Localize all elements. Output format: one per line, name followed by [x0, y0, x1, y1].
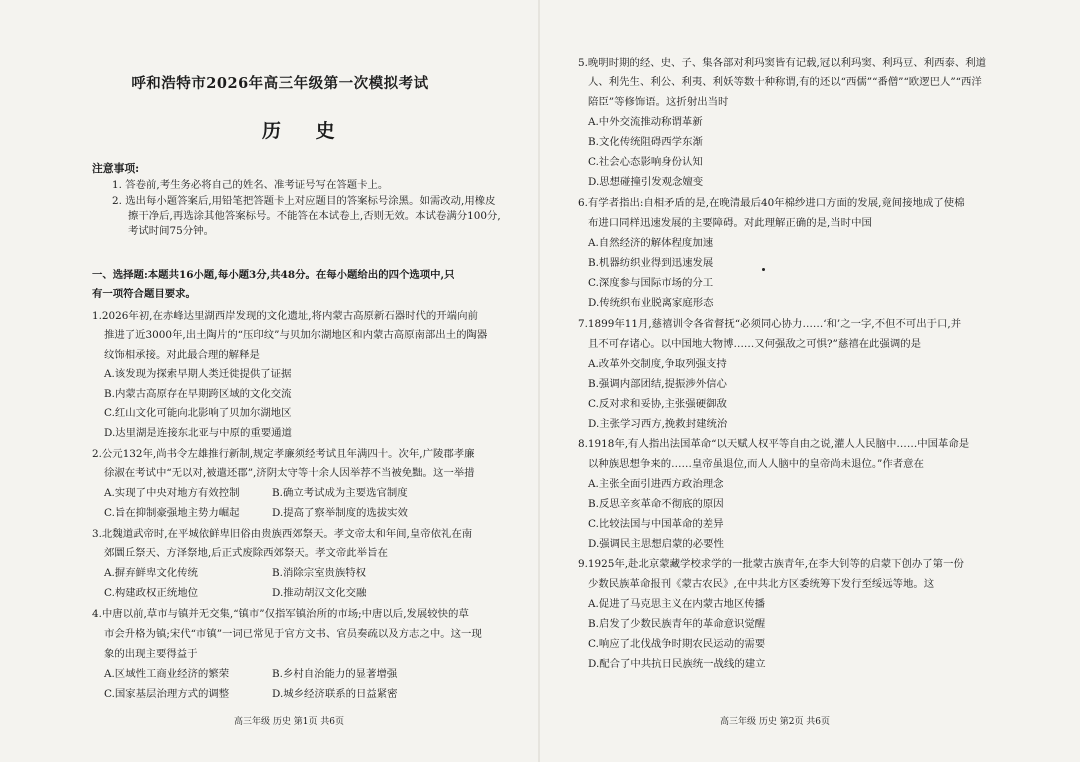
question-4-option-b: B.乡村自治能力的显著增强	[272, 668, 398, 680]
question-7-text: 且不可存诸心。以中国地大物博……又何强敌之可惧?”慈禧在此强调的是	[588, 338, 921, 350]
question-2-option-b: B.确立考试成为主要选官制度	[272, 487, 408, 499]
question-7-option-a: A.改革外交制度,争取列强支持	[588, 358, 727, 370]
question-5-text: 陪臣”等修饰语。这折射出当时	[588, 96, 729, 108]
question-9-option-b: B.启发了少数民族青年的革命意识觉醒	[588, 618, 766, 630]
question-5-option-d: D.思想碰撞引发观念嬗变	[588, 176, 704, 188]
section-heading: 一、选择题:本题共16小题,每小题3分,共48分。在每小题给出的四个选项中,只	[92, 269, 455, 281]
question-5-option-c: C.社会心态影响身份认知	[588, 156, 703, 168]
question-9-option-c: C.响应了北伐战争时期农民运动的需要	[588, 638, 766, 650]
exam-page-2	[540, 0, 1080, 762]
question-8-option-b: B.反思辛亥革命不彻底的原因	[588, 498, 724, 510]
question-9-option-a: A.促进了马克思主义在内蒙古地区传播	[588, 598, 766, 610]
notice-line: 擦干净后,再选涂其他答案标号。不能答在本试卷上,否则无效。本试卷满分100分,	[128, 210, 501, 222]
question-3-text: 郊圜丘祭天、方泽祭地,后正式废除西郊祭天。孝文帝此举旨在	[104, 547, 388, 559]
question-2-text: 徐淑在考试中“无以对,被遣还郡”,济阴太守等十余人因举荐不当被免黜。这一举措	[104, 467, 475, 479]
question-1-text: 纹饰相承接。对此最合理的解释是	[104, 349, 260, 361]
question-9-text: 9.1925年,赴北京蒙藏学校求学的一批蒙古族青年,在李大钊等的启蒙下创办了第一份	[578, 558, 964, 570]
page-footer: 高三年级 历史 第2页 共6页	[720, 717, 831, 727]
question-3-option-c: C.构建政权正统地位	[104, 587, 199, 599]
question-1-option-c: C.红山文化可能向北影响了贝加尔湖地区	[104, 407, 292, 419]
notice-line: 2. 选出每小题答案后,用铅笔把答题卡上对应题目的答案标号涂黑。如需改动,用橡皮	[112, 195, 496, 207]
subject-title: 历 史	[262, 120, 349, 142]
section-heading: 有一项符合题目要求。	[92, 288, 196, 300]
question-9-text: 少数民族革命报刊《蒙古农民》,在中共北方区委统筹下发行至绥远等地。这	[588, 578, 935, 590]
question-1-option-d: D.达里湖是连接东北亚与中原的重要通道	[104, 427, 292, 439]
question-1-text: 推进了近3000年,出土陶片的“压印纹”与贝加尔湖地区和内蒙古高原南部出土的陶器	[104, 329, 488, 341]
question-7-option-d: D.主张学习西方,挽救封建统治	[588, 418, 728, 430]
question-7-option-c: C.反对求和妥协,主张强硬御敌	[588, 398, 727, 410]
question-4-text: 象的出现主要得益于	[104, 648, 198, 660]
question-7-option-b: B.强调内部团结,提振涉外信心	[588, 378, 727, 390]
question-1-option-a: A.该发现为探索早期人类迁徙提供了证据	[104, 368, 292, 380]
question-2-option-c: C.旨在抑制豪强地主势力崛起	[104, 507, 240, 519]
question-6-text: 布进口同样迅速发展的主要障碍。对此理解正确的是,当时中国	[588, 217, 872, 229]
question-2-text: 2.公元132年,尚书令左雄推行新制,规定孝廉须经考试且年满四十。次年,广陵郡孝廉	[92, 448, 475, 460]
question-4-option-d: D.城乡经济联系的日益紧密	[272, 688, 398, 700]
question-1-text: 1.2026年初,在赤峰达里湖西岸发现的文化遗址,将内蒙古高原新石器时代的开端向前	[92, 310, 478, 322]
question-5-text: 5.晚明时期的经、史、子、集各部对利玛窦皆有记载,冠以利玛窦、利玛豆、利西泰、利道	[578, 57, 987, 69]
question-4-option-c: C.国家基层治理方式的调整	[104, 688, 230, 700]
question-2-option-a: A.实现了中央对地方有效控制	[104, 487, 240, 499]
question-5-option-b: B.文化传统阻碍西学东渐	[588, 136, 703, 148]
question-8-text: 以种族思想争来的……皇帝虽退位,而人人脑中的皇帝尚未退位。”作者意在	[588, 458, 924, 470]
question-9-option-d: D.配合了中共抗日民族统一战线的建立	[588, 658, 766, 670]
page-footer: 高三年级 历史 第1页 共6页	[234, 717, 345, 727]
question-2-option-d: D.提高了察举制度的选拔实效	[272, 507, 408, 519]
question-3-option-a: A.摒弃鲜卑文化传统	[104, 567, 198, 579]
scan-speck	[762, 268, 765, 271]
question-5-option-a: A.中外交流推动称谓革新	[588, 116, 703, 128]
question-8-text: 8.1918年,有人指出法国革命“以天赋人权平等自由之说,灌人人民脑中……中国革命是	[578, 438, 970, 450]
question-4-text: 4.中唐以前,草市与镇并无交集,“镇市”仅指军镇治所的市场;中唐以后,发展较快的草	[92, 608, 469, 620]
question-4-option-a: A.区域性工商业经济的繁荣	[104, 668, 230, 680]
question-6-option-d: D.传统织布业脱离家庭形态	[588, 297, 714, 309]
question-6-option-c: C.深度参与国际市场的分工	[588, 277, 714, 289]
question-6-option-a: A.自然经济的解体程度加速	[588, 237, 714, 249]
notice-line: 考试时间75分钟。	[128, 225, 214, 237]
exam-title: 呼和浩特市2026年高三年级第一次模拟考试	[131, 75, 429, 92]
question-6-option-b: B.机器纺织业得到迅速发展	[588, 257, 714, 269]
question-6-text: 6.有学者指出:自相矛盾的是,在晚清最后40年棉纱进口方面的发展,竟间接地成了使棉	[578, 197, 965, 209]
question-4-text: 市会升格为镇;宋代“市镇”一词已常见于官方文书、官员奏疏以及方志之中。这一现	[104, 628, 482, 640]
question-3-text: 3.北魏道武帝时,在平城依鲜卑旧俗由贵族西郊祭天。孝文帝太和年间,皇帝依礼在南	[92, 528, 473, 540]
question-5-text: 人、利先生、利公、利夷、利妖等数十种称谓,有的还以“西儒”“番僧”“欧逻巴人”“西洋	[588, 76, 982, 88]
question-8-option-d: D.强调民主思想启蒙的必要性	[588, 538, 724, 550]
notice-line: 1. 答卷前,考生务必将自己的姓名、准考证号写在答题卡上。	[112, 179, 389, 191]
notice-heading: 注意事项:	[92, 162, 140, 175]
question-8-option-a: A.主张全面引进西方政治理念	[588, 478, 724, 490]
question-3-option-d: D.推动胡汉文化交融	[272, 587, 367, 599]
question-8-option-c: C.比较法国与中国革命的差异	[588, 518, 724, 530]
question-7-text: 7.1899年11月,慈禧训令各省督抚“必须同心协力……‘和’之一字,不但不可出于口,并	[578, 318, 962, 330]
question-3-option-b: B.消除宗室贵族特权	[272, 567, 367, 579]
question-1-option-b: B.内蒙古高原存在早期跨区域的文化交流	[104, 388, 292, 400]
